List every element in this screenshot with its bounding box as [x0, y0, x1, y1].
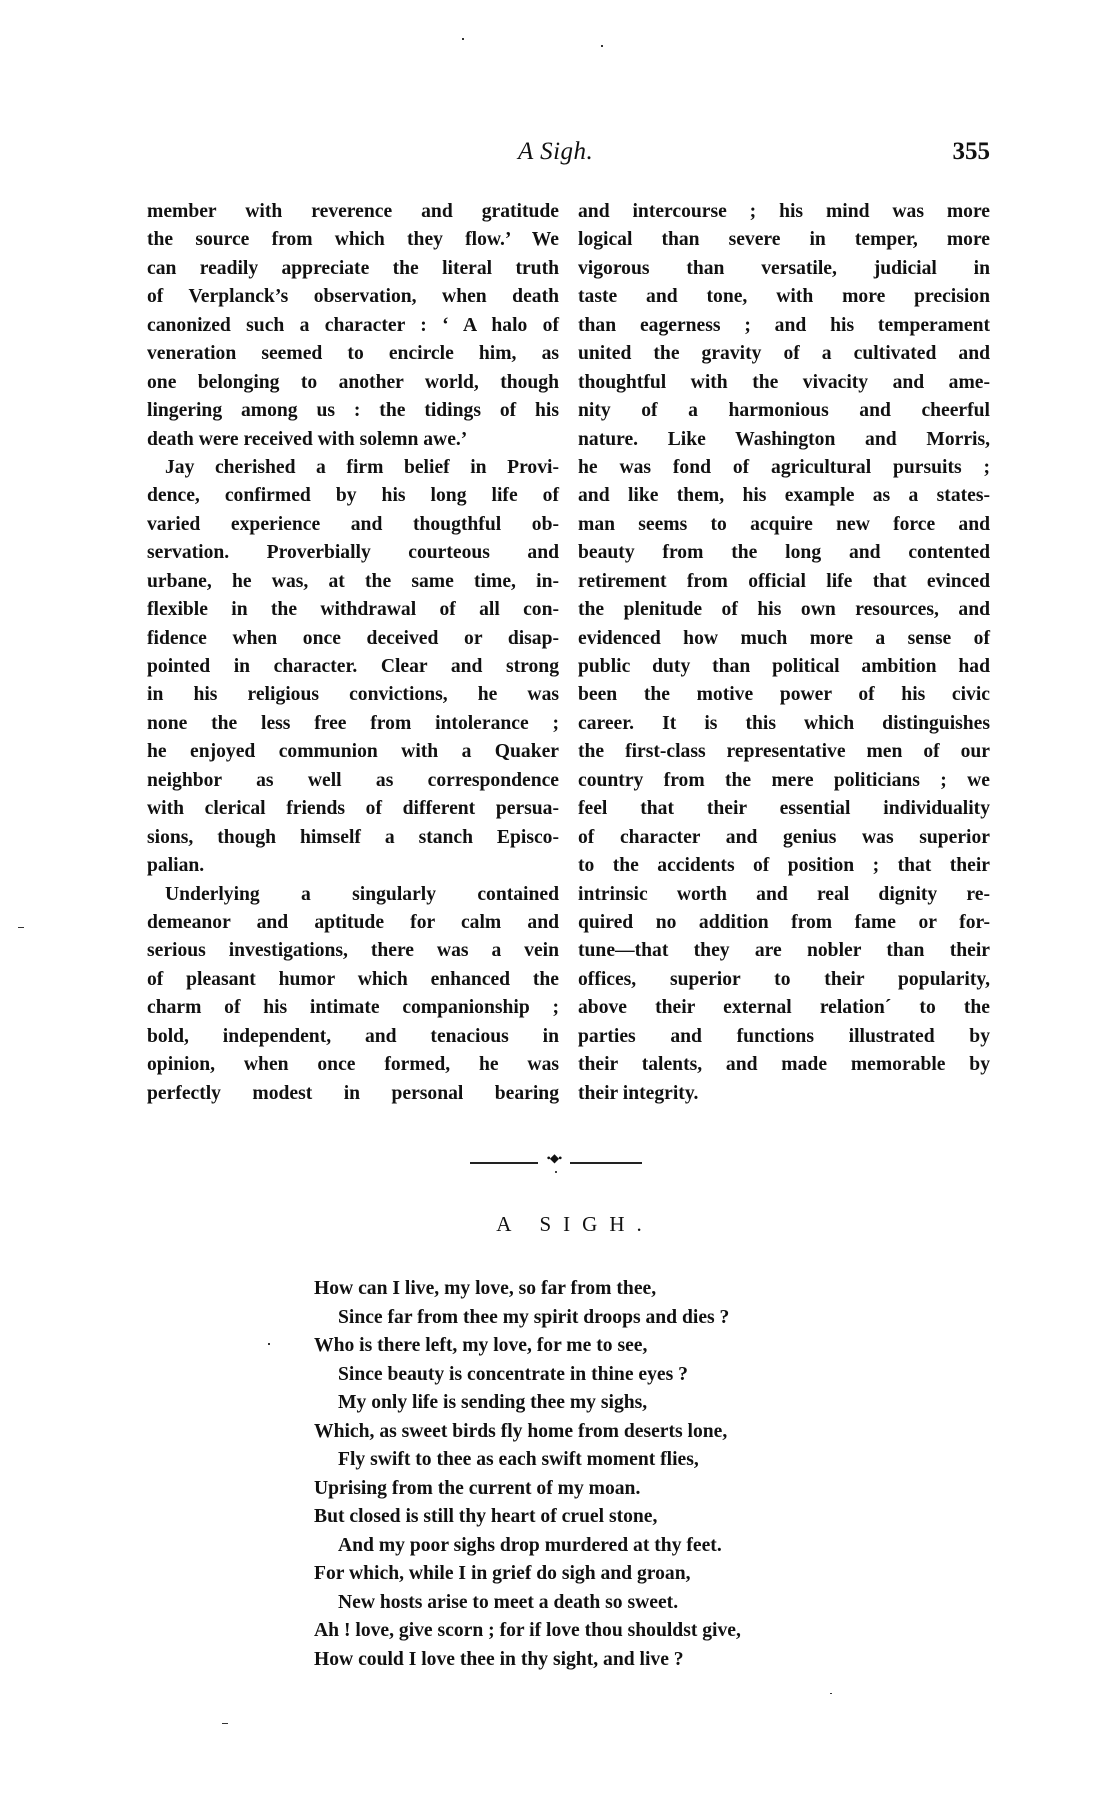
- text-line: their integrity.: [578, 1082, 699, 1104]
- scan-speck: [601, 45, 603, 47]
- divider-speck: [555, 1171, 557, 1173]
- text-line: palian.: [147, 855, 205, 877]
- text-line: taste and tone, with more precision: [578, 286, 990, 308]
- poem-line: Ah ! love, give scorn ; for if love thou shouldst give,: [314, 1620, 741, 1641]
- poem-line: Since far from thee my spirit droops and dies ?: [338, 1306, 730, 1328]
- text-line: death were received with solemn awe.’: [147, 428, 468, 450]
- poem-line: Who is there left, my love, for me to see,: [314, 1335, 648, 1356]
- text-line: flexible in the withdrawal of all con-: [147, 599, 559, 621]
- text-line: can readily appreciate the literal truth: [147, 257, 559, 279]
- poem-line: New hosts arise to meet a death so sweet.: [338, 1591, 679, 1613]
- text-line: man seems to acquire new force and: [578, 513, 990, 535]
- text-line: career. It is this which distinguishes: [578, 712, 990, 734]
- poem-line: But closed is still thy heart of cruel stone,: [314, 1506, 658, 1527]
- text-line: urbane, he was, at the same time, in-: [147, 570, 559, 592]
- running-head: [147, 138, 990, 174]
- poem-line: Which, as sweet birds fly home from deserts lone,: [314, 1420, 728, 1442]
- text-line: parties and functions illustrated by: [578, 1025, 990, 1047]
- text-line: to the accidents of position ; that their: [578, 855, 990, 877]
- left-column: [147, 198, 559, 1108]
- poem-line: And my poor sighs drop murdered at thy feet.: [338, 1534, 722, 1556]
- right-column: [578, 198, 990, 1108]
- divider-rule-left: [470, 1162, 538, 1164]
- divider-ornament-icon: •◆•: [546, 1151, 562, 1165]
- text-line: retirement from official life that evinced: [578, 570, 990, 592]
- text-line: servation. Proverbially courteous and: [147, 542, 559, 564]
- text-line: veneration seemed to encircle him, as: [147, 343, 559, 365]
- text-line: opinion, when once formed, he was: [147, 1054, 559, 1076]
- scan-speck: [830, 1693, 832, 1694]
- text-line: he enjoyed communion with a Quaker: [147, 741, 559, 763]
- text-line: and like them, his example as a states-: [578, 485, 990, 507]
- text-line: the source from which they flow.’ We: [147, 229, 559, 251]
- poem-line: My only life is sending thee my sighs,: [338, 1392, 648, 1413]
- poem-line: For which, while I in grief do sigh and groan,: [314, 1563, 691, 1584]
- text-line: country from the mere politicians ; we: [578, 769, 990, 791]
- text-line: united the gravity of a cultivated and: [578, 343, 990, 365]
- scan-speck: [222, 1723, 228, 1724]
- text-line: Jay cherished a firm belief in Provi-: [165, 456, 559, 478]
- text-line: charm of his intimate companionship ;: [147, 997, 559, 1019]
- text-line: quired no addition from fame or for-: [578, 911, 990, 933]
- scan-speck: [18, 927, 24, 928]
- text-line: evidenced how much more a sense of: [578, 627, 990, 649]
- text-line: dence, confirmed by his long life of: [147, 485, 559, 507]
- text-line: offices, superior to their popularity,: [578, 968, 990, 990]
- text-line: beauty from the long and contented: [578, 542, 990, 564]
- text-line: perfectly modest in personal bearing: [147, 1082, 559, 1104]
- text-line: demeanor and aptitude for calm and: [147, 911, 559, 933]
- poem-line: Fly swift to thee as each swift moment flies,: [338, 1449, 699, 1470]
- text-line: vigorous than versatile, judicial in: [578, 257, 990, 279]
- text-line: above their external relation´ to the: [578, 997, 990, 1019]
- text-line: in his religious convictions, he was: [147, 684, 559, 706]
- text-line: of pleasant humor which enhanced the: [147, 968, 559, 990]
- text-line: intrinsic worth and real dignity re-: [578, 883, 990, 905]
- text-line: bold, independent, and tenacious in: [147, 1025, 559, 1047]
- text-line: serious investigations, there was a vein: [147, 940, 559, 962]
- text-line: none the less free from intolerance ;: [147, 712, 559, 734]
- text-line: tune—that they are nobler than their: [578, 940, 990, 962]
- text-line: pointed in character. Clear and strong: [147, 656, 559, 677]
- text-line: public duty than political ambition had: [578, 656, 990, 677]
- text-line: and intercourse ; his mind was more: [578, 201, 990, 222]
- text-line: than eagerness ; and his temperament: [578, 314, 990, 336]
- text-line: thoughtful with the vivacity and ame-: [578, 371, 990, 393]
- text-line: canonized such a character : ‘ A halo of: [147, 314, 559, 336]
- text-line: the plenitude of his own resources, and: [578, 599, 990, 621]
- page-number: 355: [952, 138, 990, 165]
- text-line: been the motive power of his civic: [578, 684, 990, 706]
- poem-line: How could I love thee in thy sight, and live ?: [314, 1648, 684, 1670]
- text-line: member with reverence and gratitude: [147, 201, 559, 222]
- text-line: sions, though himself a stanch Episco-: [147, 826, 559, 848]
- text-line: logical than severe in temper, more: [578, 229, 990, 251]
- running-title: A Sigh.: [518, 138, 594, 165]
- text-line: of character and genius was superior: [578, 826, 990, 848]
- text-line: one belonging to another world, though: [147, 371, 559, 393]
- text-line: he was fond of agricultural pursuits ;: [578, 456, 990, 478]
- poem-body: [314, 1275, 934, 1674]
- text-line: nature. Like Washington and Morris,: [578, 428, 990, 450]
- text-line: varied experience and thougthful ob-: [147, 513, 559, 535]
- text-line: with clerical friends of different persua-: [147, 798, 559, 820]
- text-line: Underlying a singularly contained: [165, 883, 559, 905]
- text-line: their talents, and made memorable by: [578, 1054, 990, 1076]
- section-divider-ornament: [470, 1151, 642, 1169]
- text-line: lingering among us : the tidings of his: [147, 400, 559, 422]
- poem-line: How can I live, my love, so far from thee,: [314, 1278, 657, 1299]
- scan-speck: [462, 38, 464, 40]
- text-line: the first-class representative men of our: [578, 741, 990, 763]
- divider-rule-right: [570, 1162, 642, 1164]
- text-line: feel that their essential individuality: [578, 798, 990, 820]
- scan-speck: [268, 1343, 270, 1345]
- poem-line: Since beauty is concentrate in thine eyes ?: [338, 1363, 688, 1385]
- text-line: neighbor as well as correspondence: [147, 769, 559, 791]
- text-line: fidence when once deceived or disap-: [147, 627, 559, 649]
- text-line: nity of a harmonious and cheerful: [578, 400, 990, 422]
- text-line: of Verplanck’s observation, when death: [147, 286, 559, 308]
- poem-title: A SIGH.: [496, 1212, 654, 1236]
- poem-line: Uprising from the current of my moan.: [314, 1477, 641, 1499]
